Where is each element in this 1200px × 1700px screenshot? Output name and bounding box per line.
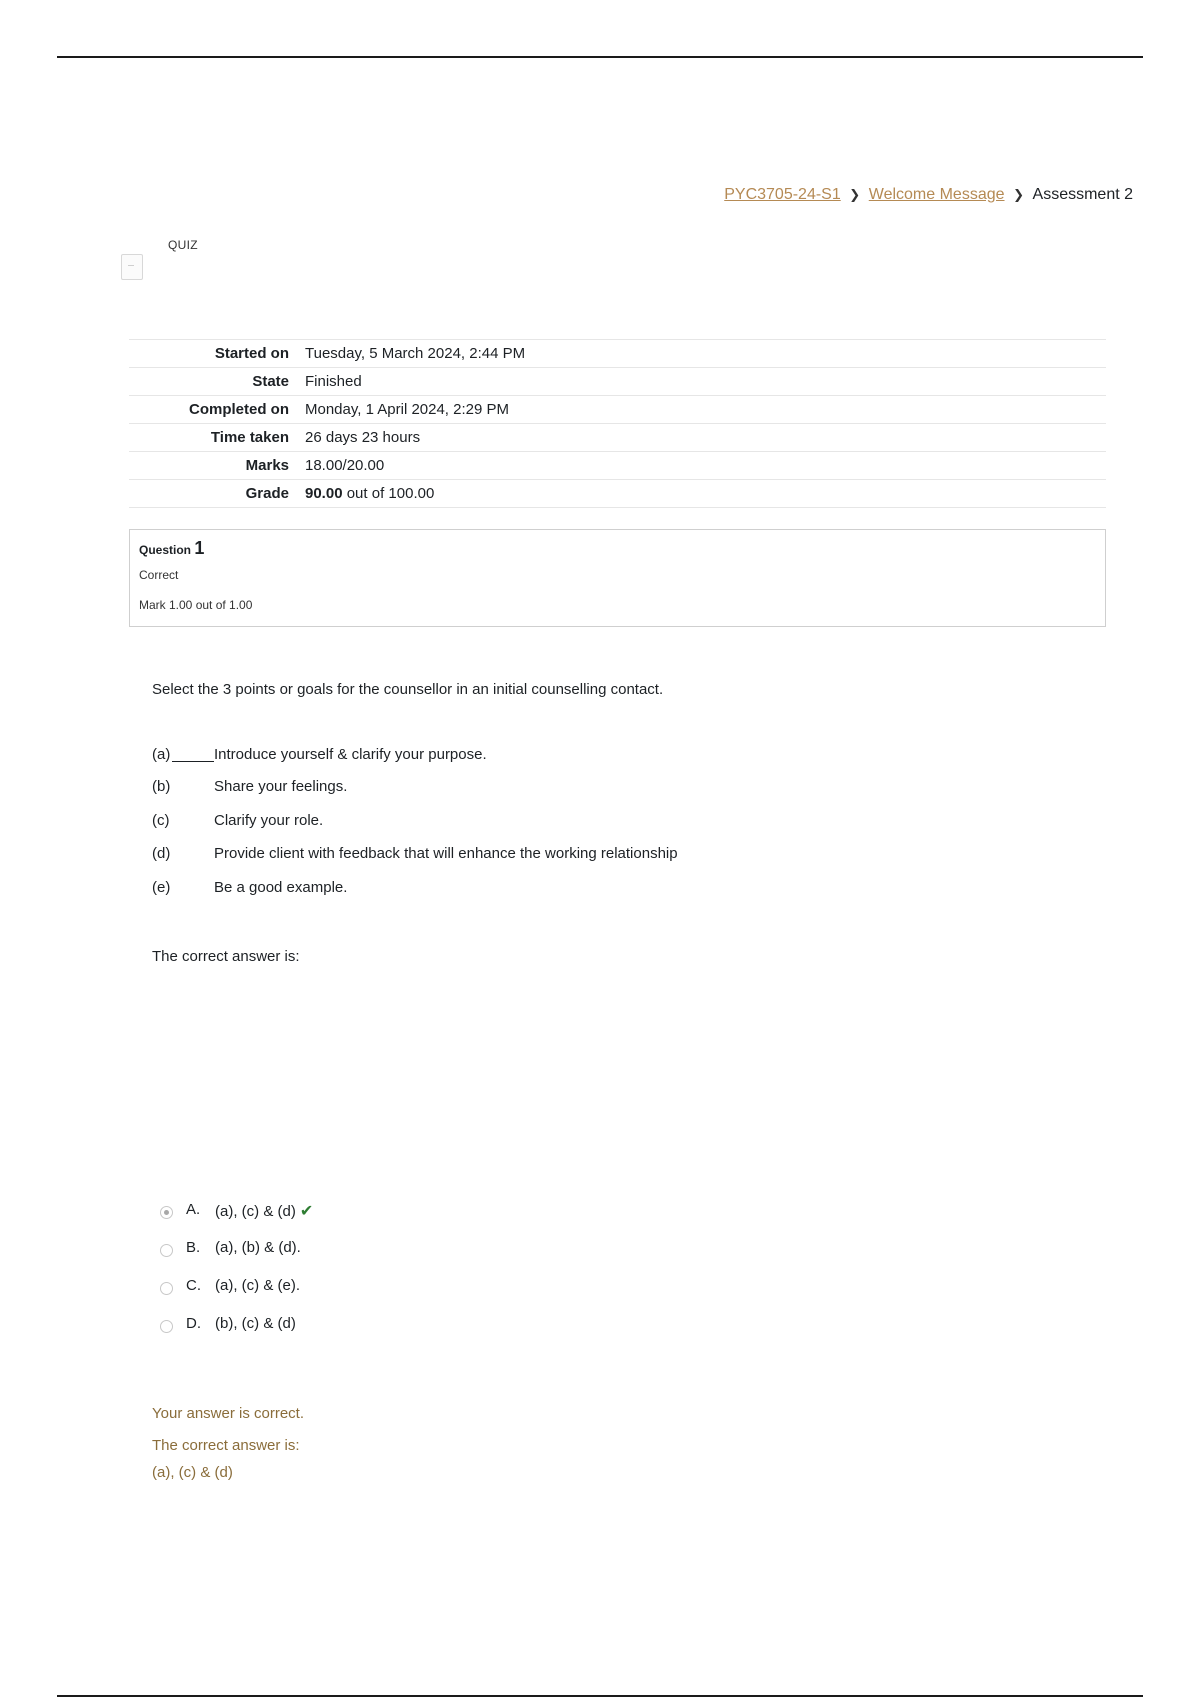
option-text: (a), (b) & (d). — [215, 1239, 301, 1256]
summary-label: Marks — [245, 457, 289, 474]
summary-label: Completed on — [189, 401, 289, 418]
breadcrumb-section-link[interactable]: Welcome Message — [868, 186, 1005, 203]
quiz-icon — [121, 254, 143, 280]
radio-button-b[interactable] — [160, 1244, 173, 1257]
statement-label: (e) — [152, 879, 171, 896]
summary-label: State — [252, 373, 289, 390]
question-state: Correct — [139, 568, 179, 582]
answer-intro: The correct answer is: — [152, 948, 300, 965]
summary-row — [129, 340, 1106, 368]
statement-text: Introduce yourself & clarify your purpose. — [214, 746, 487, 763]
option-text: (a), (c) & (e). — [215, 1277, 300, 1294]
quiz-label: QUIZ — [168, 238, 198, 252]
underline-gap — [172, 761, 214, 762]
option-text-value: (a), (c) & (d) — [215, 1203, 296, 1220]
option-letter: C. — [186, 1277, 201, 1294]
statement-text: Clarify your role. — [214, 812, 324, 829]
summary-label: Time taken — [210, 429, 289, 446]
summary-row — [129, 424, 1106, 452]
breadcrumb — [724, 186, 1133, 204]
question-grade: Mark 1.00 out of 1.00 — [139, 598, 253, 612]
question-number-value: 1 — [194, 538, 205, 558]
statement-text: Provide client with feedback that will enhance the working relationship — [214, 845, 678, 862]
feedback-right-answer: (a), (c) & (d) — [152, 1464, 233, 1481]
option-text: (b), (c) & (d) — [215, 1315, 296, 1332]
statement-label: (b) — [152, 778, 171, 795]
summary-row — [129, 396, 1106, 424]
question-text: Select the 3 points or goals for the counsellor in an initial counselling contact. — [152, 681, 664, 698]
summary-value: 26 days 23 hours — [305, 429, 421, 446]
question-number — [139, 538, 204, 559]
option-letter: B. — [186, 1239, 201, 1256]
summary-value: Finished — [305, 373, 362, 390]
summary-row — [129, 368, 1106, 396]
feedback-right-answer-label: The correct answer is: — [152, 1437, 300, 1454]
summary-row — [129, 480, 1106, 508]
option-letter: A. — [186, 1201, 201, 1218]
statement-text: Share your feelings. — [214, 778, 348, 795]
breadcrumb-course-link[interactable]: PYC3705-24-S1 — [724, 186, 841, 203]
question-info-box — [129, 529, 1106, 627]
grade-value: 90.00 — [305, 485, 343, 502]
summary-label: Started on — [214, 345, 289, 362]
radio-button-c[interactable] — [160, 1282, 173, 1295]
radio-button-a[interactable] — [160, 1206, 173, 1219]
checkmark-icon: ✔ — [299, 1203, 314, 1220]
chevron-right-icon: ❯ — [1013, 187, 1024, 202]
feedback-result: Your answer is correct. — [152, 1405, 305, 1422]
breadcrumb-current: Assessment 2 — [1032, 186, 1133, 203]
chevron-right-icon: ❯ — [849, 187, 861, 202]
bottom-rule — [57, 1695, 1143, 1697]
question-label: Question — [139, 543, 192, 557]
summary-label: Grade — [245, 485, 289, 502]
summary-row — [129, 452, 1106, 480]
statement-text: Be a good example. — [214, 879, 348, 896]
summary-value: 18.00/20.00 — [305, 457, 385, 474]
grade-out-of: out of 100.00 — [342, 485, 435, 502]
summary-value: Monday, 1 April 2024, 2:29 PM — [305, 401, 510, 418]
option-text — [215, 1201, 313, 1221]
statement-label: (c) — [152, 812, 170, 829]
summary-value: Tuesday, 5 March 2024, 2:44 PM — [305, 345, 526, 362]
top-rule — [57, 56, 1143, 58]
summary-value — [305, 480, 1106, 508]
radio-button-d[interactable] — [160, 1320, 173, 1333]
option-letter: D. — [186, 1315, 201, 1332]
attempt-summary-table — [129, 339, 1106, 508]
statement-label: (d) — [152, 845, 171, 862]
statement-label: (a) — [152, 746, 171, 763]
